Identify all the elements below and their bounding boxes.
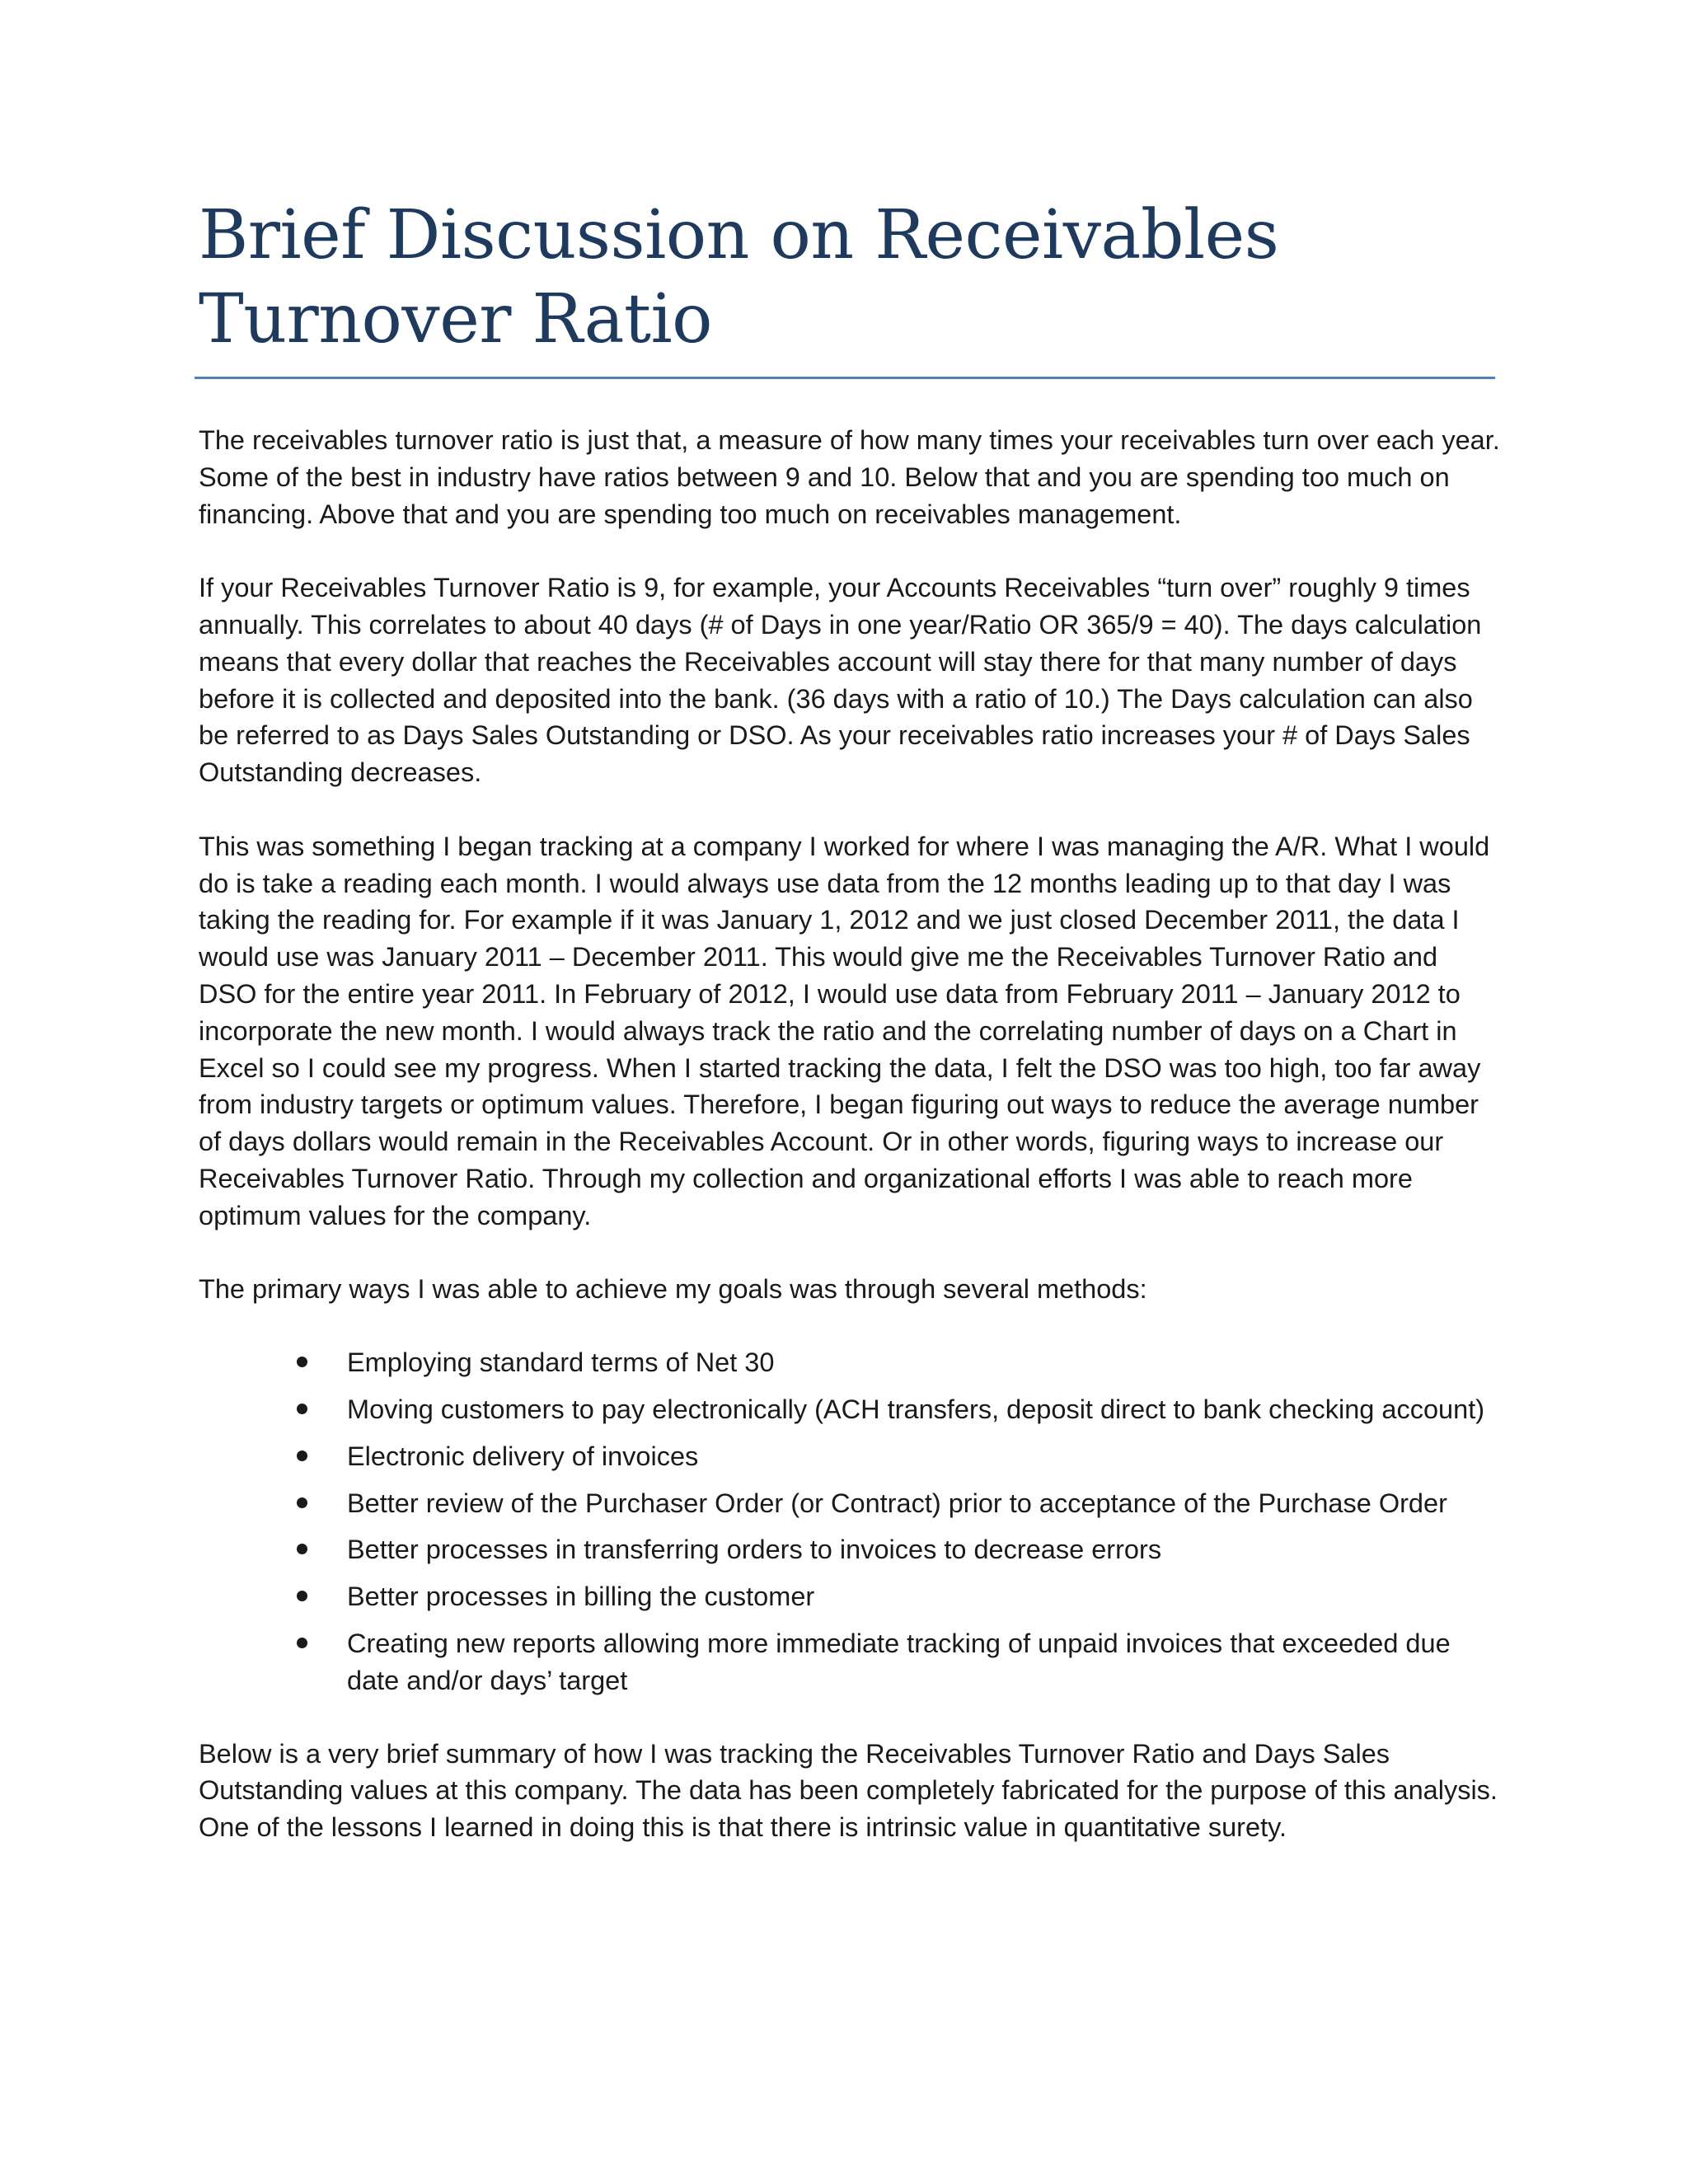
bullet-icon <box>297 1638 307 1648</box>
bullet-icon <box>297 1451 307 1461</box>
document-title: Brief Discussion on Receivables Turnover Ratio <box>199 196 1279 359</box>
bullet-icon <box>297 1544 307 1554</box>
document-body <box>199 422 1501 1883</box>
bullet-icon <box>297 1591 307 1601</box>
list-item-text: Employing standard terms of Net 30 <box>347 1347 775 1378</box>
list-item <box>199 1531 1501 1568</box>
bullet-icon <box>297 1357 307 1367</box>
methods-list <box>199 1344 1501 1699</box>
list-item-text: Better review of the Purchaser Order (or Contract) prior to acceptance of the Purchase Order <box>347 1488 1447 1518</box>
list-item <box>199 1625 1501 1699</box>
paragraph-methods-intro: The primary ways I was able to achieve my goals was through several methods: <box>199 1274 1147 1305</box>
list-item-text: Moving customers to pay electronically (ACH transfers, deposit direct to bank checking account) <box>347 1394 1485 1424</box>
paragraph-intro: The receivables turnover ratio is just that, a measure of how many times your receivables turn over each year. Some of the best in industry have ratios between 9 and 10. Below that and you are spending too much on financing. Above that and you are spending too much on receivables management. <box>199 425 1500 529</box>
paragraph-tracking: This was something I began tracking at a company I worked for where I was managing the A/R. What I would do is take a reading each month. I would always use data from the 12 months leading up to that day I was taking the reading for. For example if it was January 1, 2012 and we just closed December 2011, the data I would use was January 2011 – December 2011. This would give me the Receivables Turnover Ratio and DSO for the entire year 2011. In February of 2012, I would use data from February 2011 – January 2012 to incorporate the new month. I would always track the ratio and the correlating number of days on a Chart in Excel so I could see my progress. When I started tracking the data, I felt the DSO was too high, too far away from industry targets or optimum values. Therefore, I began figuring out ways to reduce the average number of days dollars would remain in the Receivables Account. Or in other words, figuring ways to increase our Receivables Turnover Ratio. Through my collection and organizational efforts I was able to reach more optimum values for the company. <box>199 831 1490 1230</box>
list-item <box>199 1578 1501 1615</box>
list-item-text: Electronic delivery of invoices <box>347 1441 699 1471</box>
list-item <box>199 1485 1501 1522</box>
paragraph-closing: Below is a very brief summary of how I was tracking the Receivables Turnover Ratio and Days Sales Outstanding values at this company. The data has been completely fabricated for the purpose of this analysis. One of the lessons I learned in doing this is that there is intrinsic value in quantitative surety. <box>199 1738 1498 1843</box>
list-item <box>199 1344 1501 1381</box>
list-item-text: Better processes in transferring orders to invoices to decrease errors <box>347 1535 1162 1565</box>
paragraph-ratio-example: If your Receivables Turnover Ratio is 9, for example, your Accounts Receivables “turn over” roughly 9 times annually. This correlates to about 40 days (# of Days in one year/Ratio OR 365/9 = 40). The days calculation means that every dollar that reaches the Receivables account will stay there for that many number of days before it is collected and deposited into the bank. (36 days with a ratio of 10.) The Days calculation can also be referred to as Days Sales Outstanding or DSO. As your receivables ratio increases your # of Days Sales Outstanding decreases. <box>199 573 1482 788</box>
bullet-icon <box>297 1404 307 1414</box>
list-item-text: Creating new reports allowing more immediate tracking of unpaid invoices that exceeded due date and/or days’ target <box>347 1628 1451 1695</box>
bullet-icon <box>297 1497 307 1508</box>
list-item <box>199 1438 1501 1475</box>
list-item-text: Better processes in billing the customer <box>347 1582 815 1612</box>
list-item <box>199 1391 1501 1428</box>
title-divider <box>195 377 1495 379</box>
